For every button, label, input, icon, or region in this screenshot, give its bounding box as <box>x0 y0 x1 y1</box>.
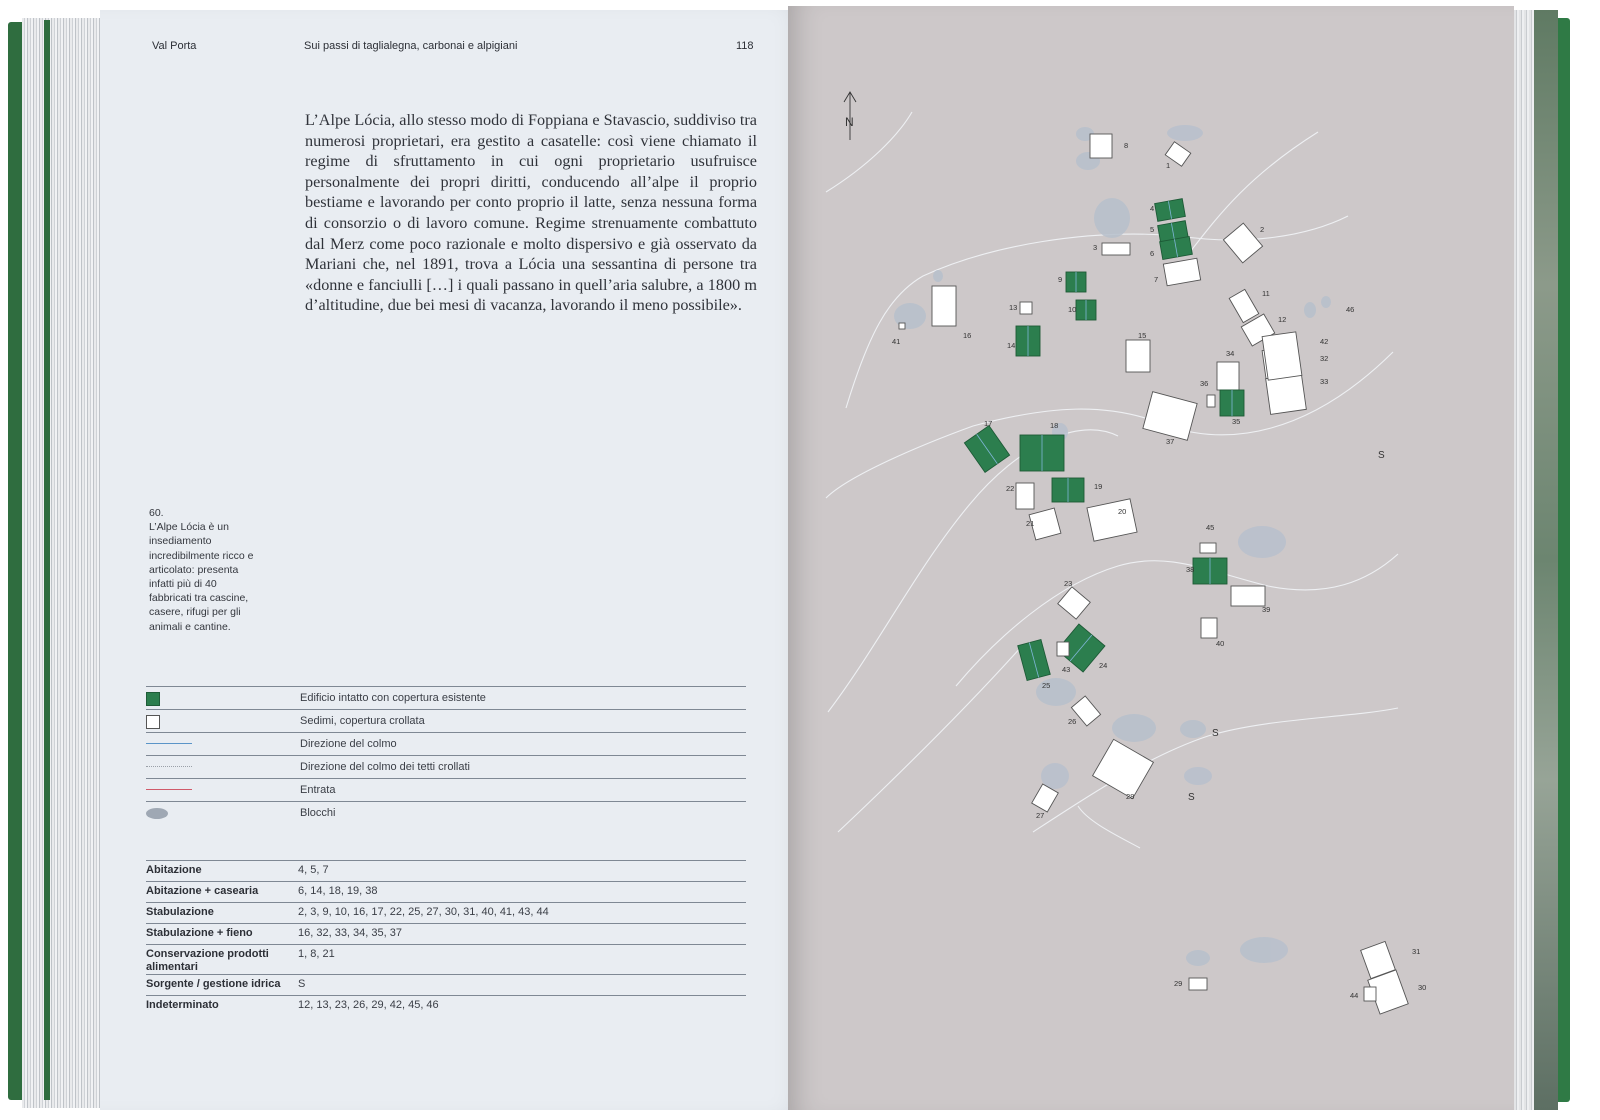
building-label: 11 <box>1262 289 1270 298</box>
category-name: Stabulazione <box>146 906 214 918</box>
terrain-line <box>956 554 1398 686</box>
body-paragraph: L’Alpe Lócia, allo stesso modo di Foppiana e Stavascio, suddiviso tra numerosi proprietari, era gestito a casatelle: così viene chiamato il regime di sfruttamento in cui ogni proprietario usufruisce personalmente dei propri diritti, conducendo all’alpe il proprio bestiame e lavorando per conto proprio il latte, senza nessuna forma di consorzio o di lavoro comune. Regime strenuamente combattuto dal Merz come poco razionale e molto dispersivo e già osservato da Mariani che, nel 1891, trova a Lócia una sessantina di persone tra «donne e fanciulli […] i quali passano in quell’aria salubre, a 1800 m d’altitudine, due bei mesi di vacanza, lavorando il meno possibile». <box>305 111 757 315</box>
building-label: 35 <box>1232 417 1241 426</box>
building-label: 14 <box>1007 341 1016 350</box>
building-label: 7 <box>1154 275 1159 284</box>
category-values: 12, 13, 23, 26, 29, 42, 45, 46 <box>298 999 439 1011</box>
legend-dotted-line-icon <box>146 766 192 767</box>
building-41 <box>899 323 905 329</box>
building-label: 38 <box>1186 565 1195 574</box>
left-page <box>100 10 806 1110</box>
building-label: 39 <box>1262 605 1271 614</box>
building-40 <box>1201 618 1217 638</box>
building-34 <box>1217 362 1239 390</box>
rock-block <box>1112 714 1156 742</box>
book-edge-right <box>1558 18 1570 1102</box>
legend-grey-blob-icon <box>146 808 168 819</box>
spring-label: S <box>1212 728 1219 739</box>
book-edge-left-stripe <box>44 20 50 1100</box>
spring-label: S <box>1378 450 1385 461</box>
building-label: 36 <box>1200 379 1209 388</box>
building-label: 3 <box>1093 243 1098 252</box>
rock-block <box>933 270 943 282</box>
legend-white-square-icon <box>146 715 160 729</box>
building-label: 34 <box>1226 349 1235 358</box>
terrain-line <box>838 646 1022 832</box>
legend-row <box>146 778 746 801</box>
north-label: N <box>845 115 854 129</box>
map-legend <box>146 686 746 824</box>
running-head-chapter: Sui passi di taglialegna, carbonai e alpigiani <box>304 40 518 52</box>
building-label: 5 <box>1150 225 1155 234</box>
category-name: Conservazione prodotti alimentari <box>146 948 269 973</box>
caption-text: L’Alpe Lócia è un insediamento incredibilmente ricco e articolato: presenta infatti più di 40 fabbricati tra cascine, casere, rifugi per gli animali e cantine. <box>149 521 254 633</box>
category-name: Indeterminato <box>146 999 219 1011</box>
page-number: 118 <box>736 40 754 52</box>
category-row <box>146 923 746 944</box>
terrain-line <box>1190 132 1318 252</box>
building-label: 41 <box>892 337 901 346</box>
category-values: 6, 14, 18, 19, 38 <box>298 885 378 897</box>
building-label: 1 <box>1166 161 1171 170</box>
category-row <box>146 860 746 881</box>
building-13 <box>1020 302 1032 314</box>
category-name: Sorgente / gestione idrica <box>146 978 281 990</box>
building-44 <box>1364 987 1376 1001</box>
building-label: 42 <box>1320 337 1329 346</box>
right-page-map <box>788 6 1514 1110</box>
category-values: 2, 3, 9, 10, 16, 17, 22, 25, 27, 30, 31, 40, 41, 43, 44 <box>298 906 549 918</box>
category-row <box>146 995 746 1016</box>
building-43 <box>1057 642 1069 656</box>
building-label: 29 <box>1174 979 1183 988</box>
building-label: 43 <box>1062 665 1071 674</box>
building-37 <box>1143 392 1197 441</box>
legend-row <box>146 801 746 824</box>
category-name: Stabulazione + fieno <box>146 927 253 939</box>
building-20 <box>1087 499 1137 541</box>
building-8 <box>1090 134 1112 158</box>
category-row <box>146 974 746 995</box>
building-labels-layer <box>892 141 1426 1000</box>
legend-label: Direzione del colmo dei tetti crollati <box>300 761 470 773</box>
terrain-line <box>826 112 912 192</box>
legend-green-square-icon <box>146 692 160 706</box>
rock-block <box>1186 950 1210 966</box>
legend-row <box>146 732 746 755</box>
legend-red-line-icon <box>146 789 192 790</box>
rock-block <box>1167 125 1203 141</box>
category-row <box>146 944 746 974</box>
rock-block <box>1180 720 1206 738</box>
building-category-table <box>146 860 746 1016</box>
building-label: 10 <box>1068 305 1077 314</box>
rock-block <box>1304 302 1316 318</box>
building-label: 21 <box>1026 519 1035 528</box>
building-36 <box>1207 395 1215 407</box>
terrain-line <box>826 352 1393 498</box>
building-label: 25 <box>1042 681 1051 690</box>
building-label: 32 <box>1320 354 1329 363</box>
building-label: 20 <box>1118 507 1127 516</box>
terrain-line <box>828 430 1118 712</box>
building-label: 19 <box>1094 482 1103 491</box>
page-edge-photo <box>1534 10 1558 1110</box>
rock-block <box>1321 296 1331 308</box>
legend-row <box>146 709 746 732</box>
building-label: 9 <box>1058 275 1063 284</box>
building-label: 13 <box>1009 303 1018 312</box>
rock-block <box>1184 767 1212 785</box>
building-label: 30 <box>1418 983 1427 992</box>
building-16 <box>932 286 956 326</box>
category-values: 1, 8, 21 <box>298 948 335 960</box>
category-values: 4, 5, 7 <box>298 864 329 876</box>
building-label: 16 <box>963 331 972 340</box>
building-42 <box>1262 332 1302 380</box>
legend-row <box>146 755 746 778</box>
category-name: Abitazione + casearia <box>146 885 259 897</box>
building-label: 33 <box>1320 377 1329 386</box>
legend-label: Direzione del colmo <box>300 738 397 750</box>
building-label: 28 <box>1126 792 1135 801</box>
category-values: S <box>298 978 306 990</box>
building-29 <box>1189 978 1207 990</box>
legend-label: Blocchi <box>300 807 336 819</box>
legend-blue-line-icon <box>146 743 192 744</box>
settlement-map <box>788 6 1514 1110</box>
legend-label: Entrata <box>300 784 336 796</box>
spring-label: S <box>1188 792 1195 803</box>
category-row <box>146 881 746 902</box>
building-label: 27 <box>1036 811 1045 820</box>
buildings-layer <box>899 134 1408 1014</box>
building-label: 31 <box>1412 947 1421 956</box>
caption-number: 60. <box>149 507 164 519</box>
page-block-left <box>22 18 102 1108</box>
legend-label: Sedimi, copertura crollata <box>300 715 425 727</box>
building-label: 6 <box>1150 249 1155 258</box>
running-head-section: Val Porta <box>152 40 197 52</box>
building-label: 8 <box>1124 141 1129 150</box>
category-name: Abitazione <box>146 864 202 876</box>
building-7 <box>1163 258 1200 286</box>
building-45 <box>1200 543 1216 553</box>
building-label: 12 <box>1278 315 1287 324</box>
building-label: 17 <box>984 419 993 428</box>
building-label: 40 <box>1216 639 1225 648</box>
springs-layer <box>1188 450 1385 803</box>
category-values: 16, 32, 33, 34, 35, 37 <box>298 927 402 939</box>
building-label: 4 <box>1150 204 1155 213</box>
building-label: 44 <box>1350 991 1359 1000</box>
building-3 <box>1102 243 1130 255</box>
terrain-line <box>1033 708 1398 832</box>
building-39 <box>1231 586 1265 606</box>
building-label: 22 <box>1006 484 1015 493</box>
building-label: 37 <box>1166 437 1175 446</box>
building-label: 15 <box>1138 331 1147 340</box>
rock-block <box>1240 937 1288 963</box>
building-label: 45 <box>1206 523 1215 532</box>
building-22 <box>1016 483 1034 509</box>
building-2 <box>1223 223 1265 263</box>
building-label: 26 <box>1068 717 1077 726</box>
building-label: 24 <box>1099 661 1108 670</box>
rock-block <box>1094 198 1130 238</box>
building-label: 2 <box>1260 225 1265 234</box>
building-11 <box>1229 289 1259 322</box>
rock-block <box>1238 526 1286 558</box>
legend-label: Edificio intatto con copertura esistente <box>300 692 486 704</box>
terrain-line <box>1078 806 1140 848</box>
figure-caption <box>149 506 259 634</box>
building-label: 46 <box>1346 305 1355 314</box>
legend-row <box>146 686 746 709</box>
building-label: 18 <box>1050 421 1059 430</box>
building-28 <box>1093 739 1154 798</box>
building-15 <box>1126 340 1150 372</box>
category-row <box>146 902 746 923</box>
building-label: 23 <box>1064 579 1073 588</box>
